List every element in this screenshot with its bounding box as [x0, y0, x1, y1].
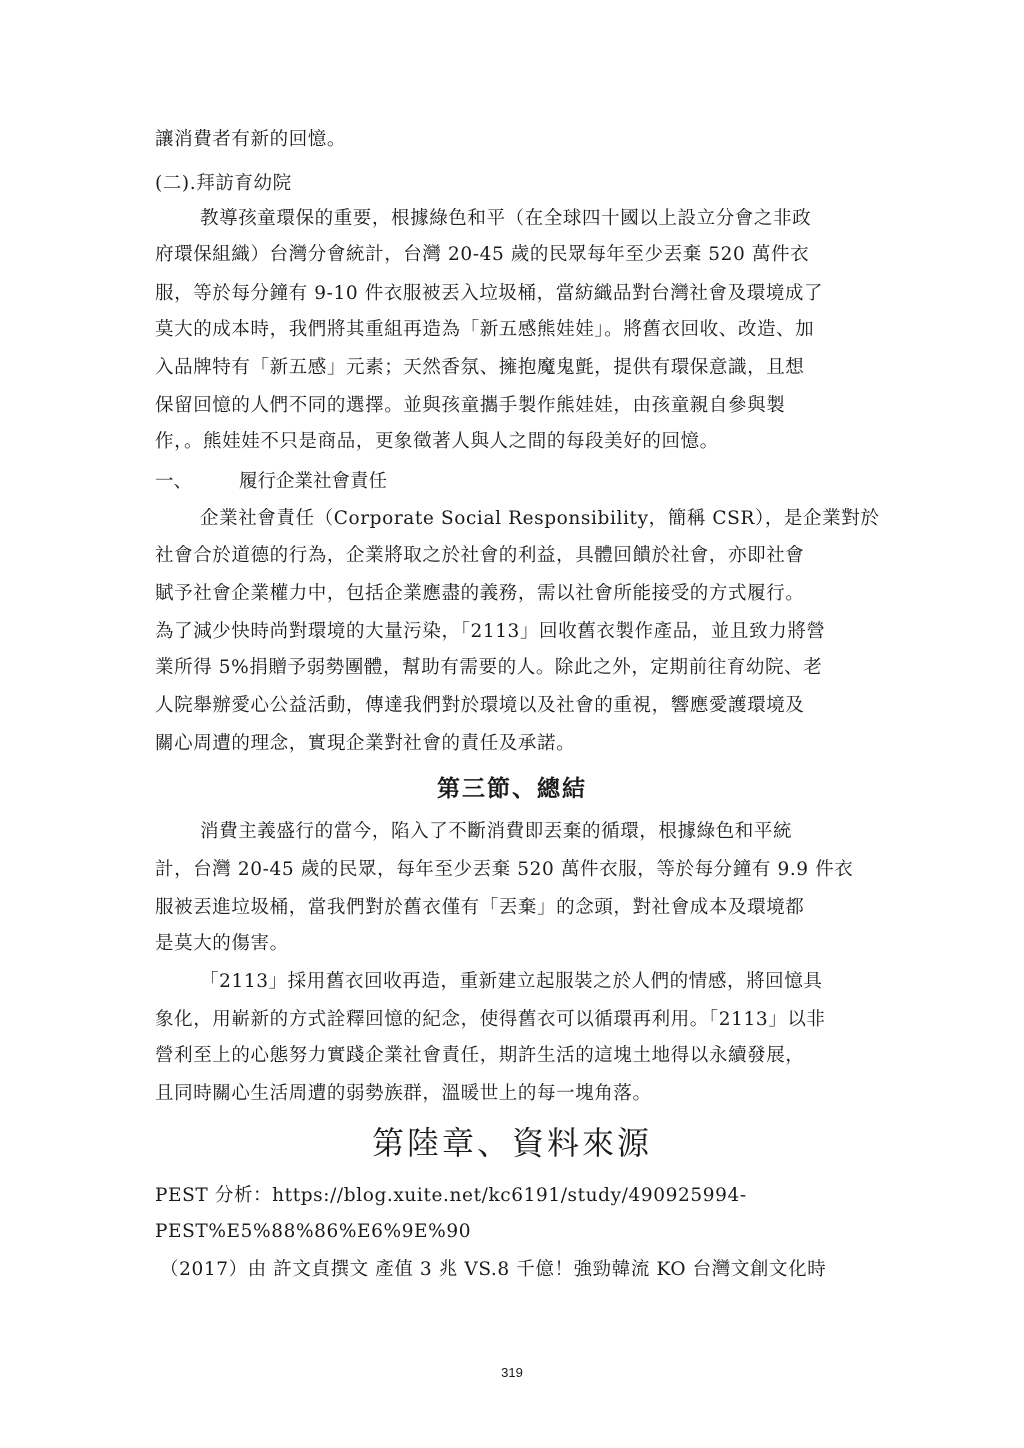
- reference-line: PEST%E5%88%86%E6%9E%90: [155, 1221, 472, 1242]
- opening-line: 讓消費者有新的回憶。: [155, 129, 347, 150]
- paragraph-line: 「2113」採用舊衣回收再造，重新建立起服裝之於人們的情感，將回憶具: [200, 971, 823, 992]
- paragraph-line: 社會合於道德的行為，企業將取之於社會的利益，具體回饋於社會，亦即社會: [155, 545, 805, 566]
- paragraph-line: 莫大的成本時，我們將其重組再造為「新五感熊娃娃」。將舊衣回收、改造、加: [155, 319, 815, 340]
- paragraph-line: 計，台灣 20-45 歲的民眾，每年至少丟棄 520 萬件衣服，等於每分鐘有 9.9 件衣: [155, 859, 854, 880]
- paragraph-line: 府環保組織）台灣分會統計，台灣 20-45 歲的民眾每年至少丟棄 520 萬件衣: [155, 244, 810, 265]
- paragraph-line: 關心周遭的理念，實現企業對社會的責任及承諾。: [155, 733, 576, 754]
- paragraph-line: 人院舉辦愛心公益活動，傳達我們對於環境以及社會的重視，響應愛護環境及: [155, 695, 805, 716]
- numbered-heading-text: 履行企業社會責任: [239, 471, 388, 492]
- paragraph-line: 業所得 5%捐贈予弱勢團體，幫助有需要的人。除此之外，定期前往育幼院、老: [155, 657, 823, 678]
- paragraph-line: 是莫大的傷害。: [155, 933, 289, 954]
- reference-line: PEST 分析：https://blog.xuite.net/kc6191/study/490925994-: [155, 1185, 747, 1206]
- chapter-title: 第陸章、資料來源: [371, 1124, 652, 1162]
- paragraph-line: 入品牌特有「新五感」元素；天然香氛、擁抱魔鬼氈，提供有環保意識，且想: [155, 357, 805, 378]
- paragraph-line: 且同時關心生活周遭的弱勢族群，溫暖世上的每一塊角落。: [155, 1083, 652, 1104]
- page-number: 319: [501, 1365, 523, 1380]
- paragraph-line: 企業社會責任（Corporate Social Responsibility，簡稱 CSR），是企業對於: [200, 508, 880, 529]
- numbered-heading: [155, 470, 387, 494]
- paragraph-line: 象化，用嶄新的方式詮釋回憶的紀念，使得舊衣可以循環再利用。「2113」以非: [155, 1009, 826, 1030]
- subsection-title: (二).拜訪育幼院: [155, 173, 292, 194]
- paragraph-line: 作，。熊娃娃不只是商品，更象徵著人與人之間的每段美好的回憶。: [155, 431, 719, 452]
- paragraph-line: 營利至上的心態努力實踐企業社會責任，期許生活的這塊土地得以永續發展，: [155, 1045, 805, 1066]
- paragraph-line: 教導孩童環保的重要，根據綠色和平（在全球四十國以上設立分會之非政: [200, 208, 812, 229]
- paragraph-line: 服，等於每分鐘有 9-10 件衣服被丟入垃圾桶，當紡織品對台灣社會及環境成了: [155, 283, 824, 304]
- paragraph-line: 消費主義盛行的當今，陷入了不斷消費即丟棄的循環，根據綠色和平統: [200, 821, 793, 842]
- paragraph-line: 服被丟進垃圾桶，當我們對於舊衣僅有「丟棄」的念頭，對社會成本及環境都: [155, 897, 805, 918]
- paragraph-line: 賦予社會企業權力中，包括企業應盡的義務，需以社會所能接受的方式履行。: [155, 583, 805, 604]
- numbered-heading-number: 一、: [155, 471, 193, 492]
- paragraph-line: 保留回憶的人們不同的選擇。並與孩童攜手製作熊娃娃，由孩童親自參與製: [155, 395, 786, 416]
- paragraph-line: 為了減少快時尚對環境的大量污染，「2113」回收舊衣製作產品，並且致力將營: [155, 621, 826, 642]
- section-title: 第三節、總結: [437, 775, 587, 802]
- reference-line: （2017）由 許文貞撰文 產值 3 兆 VS.8 千億！強勁韓流 KO 台灣文創文化時: [160, 1259, 827, 1280]
